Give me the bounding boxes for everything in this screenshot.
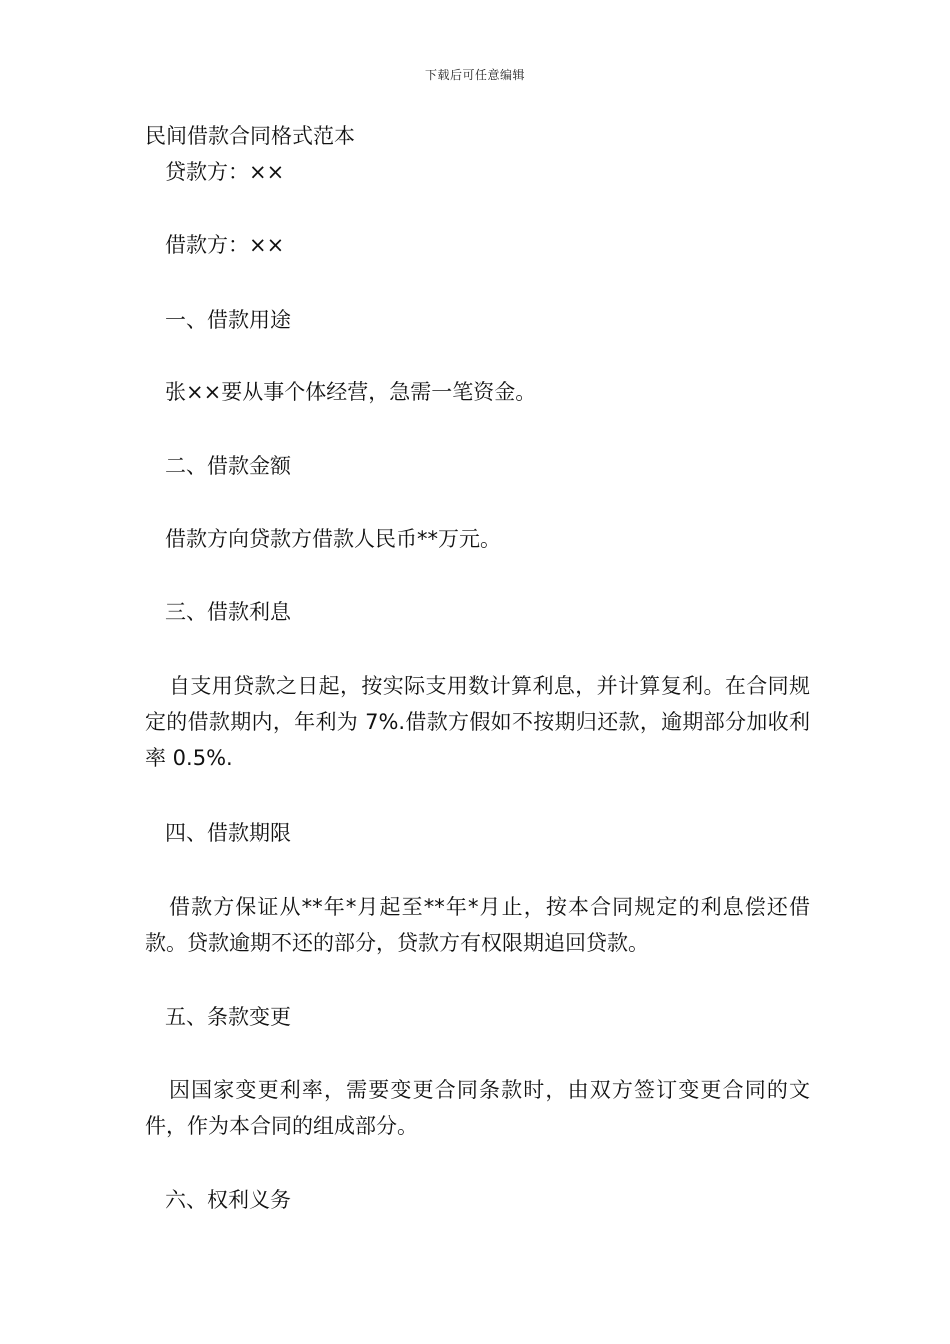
- section-heading-rights: 六、权利义务: [165, 1188, 291, 1212]
- section-heading-interest: 三、借款利息: [165, 600, 291, 624]
- section-heading-term: 四、借款期限: [165, 821, 291, 845]
- section-body-term: 借款方保证从**年*月起至**年*月止，按本合同规定的利息偿还借款。贷款逾期不还的部分，贷款方有权限期追回贷款。: [145, 895, 810, 955]
- section-body-interest: 自支用贷款之日起，按实际支用数计算利息，并计算复利。在合同规定的借款期内，年利为 7%.借款方假如不按期归还款，逾期部分加收利率 0.5%.: [145, 674, 810, 770]
- section-body-amount: 借款方向贷款方借款人民币**万元。: [165, 527, 501, 551]
- section-body-purpose: 张××要从事个体经营，急需一笔资金。: [165, 380, 537, 404]
- section-heading-amount: 二、借款金额: [165, 454, 291, 478]
- lender-line: 贷款方：××: [165, 160, 285, 184]
- section-heading-changes: 五、条款变更: [165, 1005, 291, 1029]
- section-body-changes: 因国家变更利率，需要变更合同条款时，由双方签订变更合同的文件，作为本合同的组成部分。: [145, 1078, 810, 1138]
- document-title: 民间借款合同格式范本: [145, 124, 355, 148]
- borrower-line: 借款方：××: [165, 233, 285, 257]
- page-header: 下载后可任意编辑: [424, 68, 525, 82]
- section-heading-purpose: 一、借款用途: [165, 308, 291, 332]
